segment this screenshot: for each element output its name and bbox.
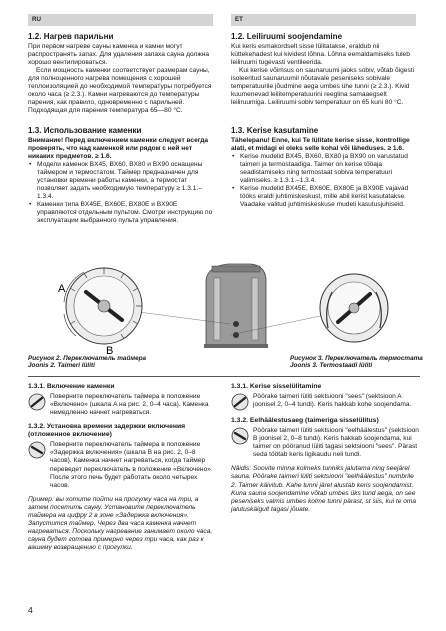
et-section-title-1-3-2: 1.3.2. Eelhäälestusaeg (taimeriga sisselülitus) — [231, 417, 379, 424]
et-instruction-1-3-1 — [231, 393, 421, 411]
et-section-title-1-2: 1.2. Leiliruumi soojendamine — [231, 32, 343, 41]
et-section-1-3-1 — [231, 383, 421, 514]
timer-label-a: A — [58, 283, 66, 295]
timer-knob-icon — [28, 393, 46, 411]
ru-section-1-3 — [28, 126, 218, 226]
ru-bullet-1: • Модели каменок BX45, BX60, BX80 и BX90 оснащены таймером и термостатом. Таймер предназначен для установки времени работы каменки, а термостат позволяет задать необходимую температуру ≥ 1.3.1.–1.3.4. — [37, 161, 218, 201]
heater-illustration — [28, 258, 420, 356]
figure-3-caption-ru: Рисунок 3. Переключатель термостата — [290, 355, 423, 362]
heater-knob-small-2 — [233, 332, 239, 338]
et-para-1-2-a: Kui keris esmakordselt sisse lülitatakse, eraldub nii küttekehadest kui kividest lõhna. Lõhna eemaldamiseks tuleb leiliruumi tugevasti ventileerida. — [231, 42, 410, 66]
heater-knob-small — [233, 321, 239, 327]
ru-text-1-3-1: Поверните переключатель таймера в положение «Включено» (шкала A на рис. 2, 0–4 часа). Каменка немедленно начнет нагреваться. — [50, 393, 209, 417]
timer-dial — [64, 268, 142, 344]
page-number: 4 — [28, 605, 33, 615]
et-para-1-2-b: Kui kerise võimsus on saunaruumi jaoks sobiv, võtab õigesti isoleeritud saunaruumil nõutavale peseniseks sobivale temperatuurile jõudmine aega umbes ühe tunni (≥ 2.3.). Kivid kuumenevad leilitemperatuurini reeglina samaaegselt leiliruumiga. Leiliruumi sobiv temperatuur on 65 kuni 80 °C. — [231, 66, 415, 107]
ru-section-1-3-1 — [28, 383, 218, 553]
et-example: Näidis: Soovite minna kolmeks tunniks jalutama ning seejärel sauna. Pöörake taimeri lüliti sektsiooni "eelhäälestus" numbrile 2. Taimer käivitub. Kahe tunni järel alustab keris soojendamist. Kuna saunа soojendamine võtab umbes üks tund aega, on see peseniseks valmis umbes kolme tunni pärast, st siis, kui te oma jalutuskäigult tagasi jõuate. — [231, 465, 417, 513]
language-tag-ru: RU — [28, 14, 213, 26]
et-section-title-1-3-1: 1.3.1. Kerise sisselülitamine — [231, 383, 322, 390]
et-section-title-1-3: 1.3. Kerise kasutamine — [231, 126, 319, 135]
figure-2-caption — [28, 355, 188, 370]
ru-example: Пример: вы хотите пойти на прогулку часа на три, а затем посетить сауну. Установите переключатель таймера на цифру 2 в зоне «Задержка включения». Запустится таймер. Через два часа каменка начнет нагреваться. Поскольку нагревание занимает около часа, сауна будет готова примерно через три часа, как раз к вашему возвращению с прогулки. — [28, 495, 213, 552]
ru-text-1-3-2: Поверните переключатель таймера в положение «Задержка включения» (шкала B на рис. 2, 0–8 часов). Каменка начнет нагреваться, когда таймер переведет переключатель в положение «Включено». После этого печь будет работать около четырех часов. — [50, 441, 213, 489]
timer-knob-icon — [28, 441, 46, 459]
figure-2-caption-et: Joonis 2. Taimeri lüliti — [28, 362, 95, 370]
ru-bullet-2: • Каменки типа BX45E, BX60E, BX80E и BX90E управляются отдельным пультом. Смотри инструкцию по эксплуатации выбранного пульта управления. — [37, 201, 218, 225]
ru-section-title-1-3-2: 1.3.2. Установка времени задержки включения (отложенное включение) — [28, 423, 186, 439]
figure-2-caption-ru: Рисунок 2. Переключатель таймера — [28, 355, 147, 362]
ru-section-title-1-2: 1.2. Нагрев парильни — [28, 32, 114, 41]
timer-label-b: B — [106, 345, 114, 356]
et-instruction-1-3-2 — [231, 427, 421, 459]
timer-knob-icon — [231, 427, 249, 445]
ru-section-title-1-3: 1.3. Использование каменки — [28, 126, 142, 135]
language-tag-et: ET — [231, 14, 416, 26]
ru-para-1-2-a: При первом нагреве сауны каменка и камни могут распространять запах. Для удаления запаха сауна должна хорошо вентилироваться. — [28, 42, 210, 66]
et-bullet-2: • Kerise mudelid BX45E, BX60E, BX80E ja BX90E vajavad tööks eraldi juhtimiskeskust, mille abil kerist kasutatakse. Vaadake valitud juhtimiskeskuse mudeli kasutusjuhiseid. — [240, 185, 421, 209]
et-bullet-1: • Kerise mudelid BX45, BX60, BX80 ja BX90 on varustatud taimeri ja termostaadiga. Taimer on kerise tööaja seadistamiseks ning termostaat sobiva temperatuuri valimiseks. ≥ 1.3.1.–1.3.4. — [240, 153, 421, 185]
ru-section-1-2 — [28, 32, 218, 115]
ru-bullet-list — [28, 161, 218, 226]
ru-section-title-1-3-1: 1.3.1. Включение каменки — [28, 383, 115, 390]
ru-para-1-2-b: Если мощность каменки соответствует размерам сауны, для полноценного нагрева помещения с хорошей теплоизоляцией до необходимой температуры потребуется около часа (≥ 2.3.). Камни нагреваются до температуры парения, как правило, одновременно с парильней. Подходящая для парения температура 65—80 °C. — [28, 66, 212, 115]
ru-warning: Внимание! Перед включением каменки следует всегда проверять, что над каменкой или рядом с ней нет никаких предметов. ≥ 1.6. — [28, 136, 209, 160]
et-bullet-list — [231, 153, 421, 210]
et-section-1-2 — [231, 32, 421, 107]
thermostat-dial — [320, 274, 388, 342]
et-section-1-3 — [231, 126, 421, 209]
et-text-1-3-1: Pöörake taimeri lüliti sektsiooni "sees" (sektsioon A joonisel 2, 0–4 tundi). Keris hakkab kohe soojendama. — [253, 393, 412, 409]
ru-instruction-1-3-1 — [28, 393, 218, 417]
timer-knob-icon — [231, 393, 249, 411]
ru-instruction-1-3-2 — [28, 441, 218, 490]
et-warning: Tähelepanu! Enne, kui Te lülitate kerise sisse, kontrollige alati, et midagi ei oleks selle kohal või läheduses. ≥ 1.6. — [231, 136, 410, 152]
figure-3-caption — [290, 355, 430, 370]
figure-3-caption-et: Joonis 3. Termostaadi lüliti — [290, 362, 373, 370]
section-divider — [28, 376, 420, 377]
et-text-1-3-2: Pöörake taimeri lüliti sektsiooni "eelhäälestus" (sektsioon B joonisel 2, 0–8 tundi). Keris hakkab soojendama, kui taimer on pööranud lüliti tagasi sektsiooni "sees". Pärast seda töötab keris ligikaudu neli tundi. — [253, 427, 419, 459]
